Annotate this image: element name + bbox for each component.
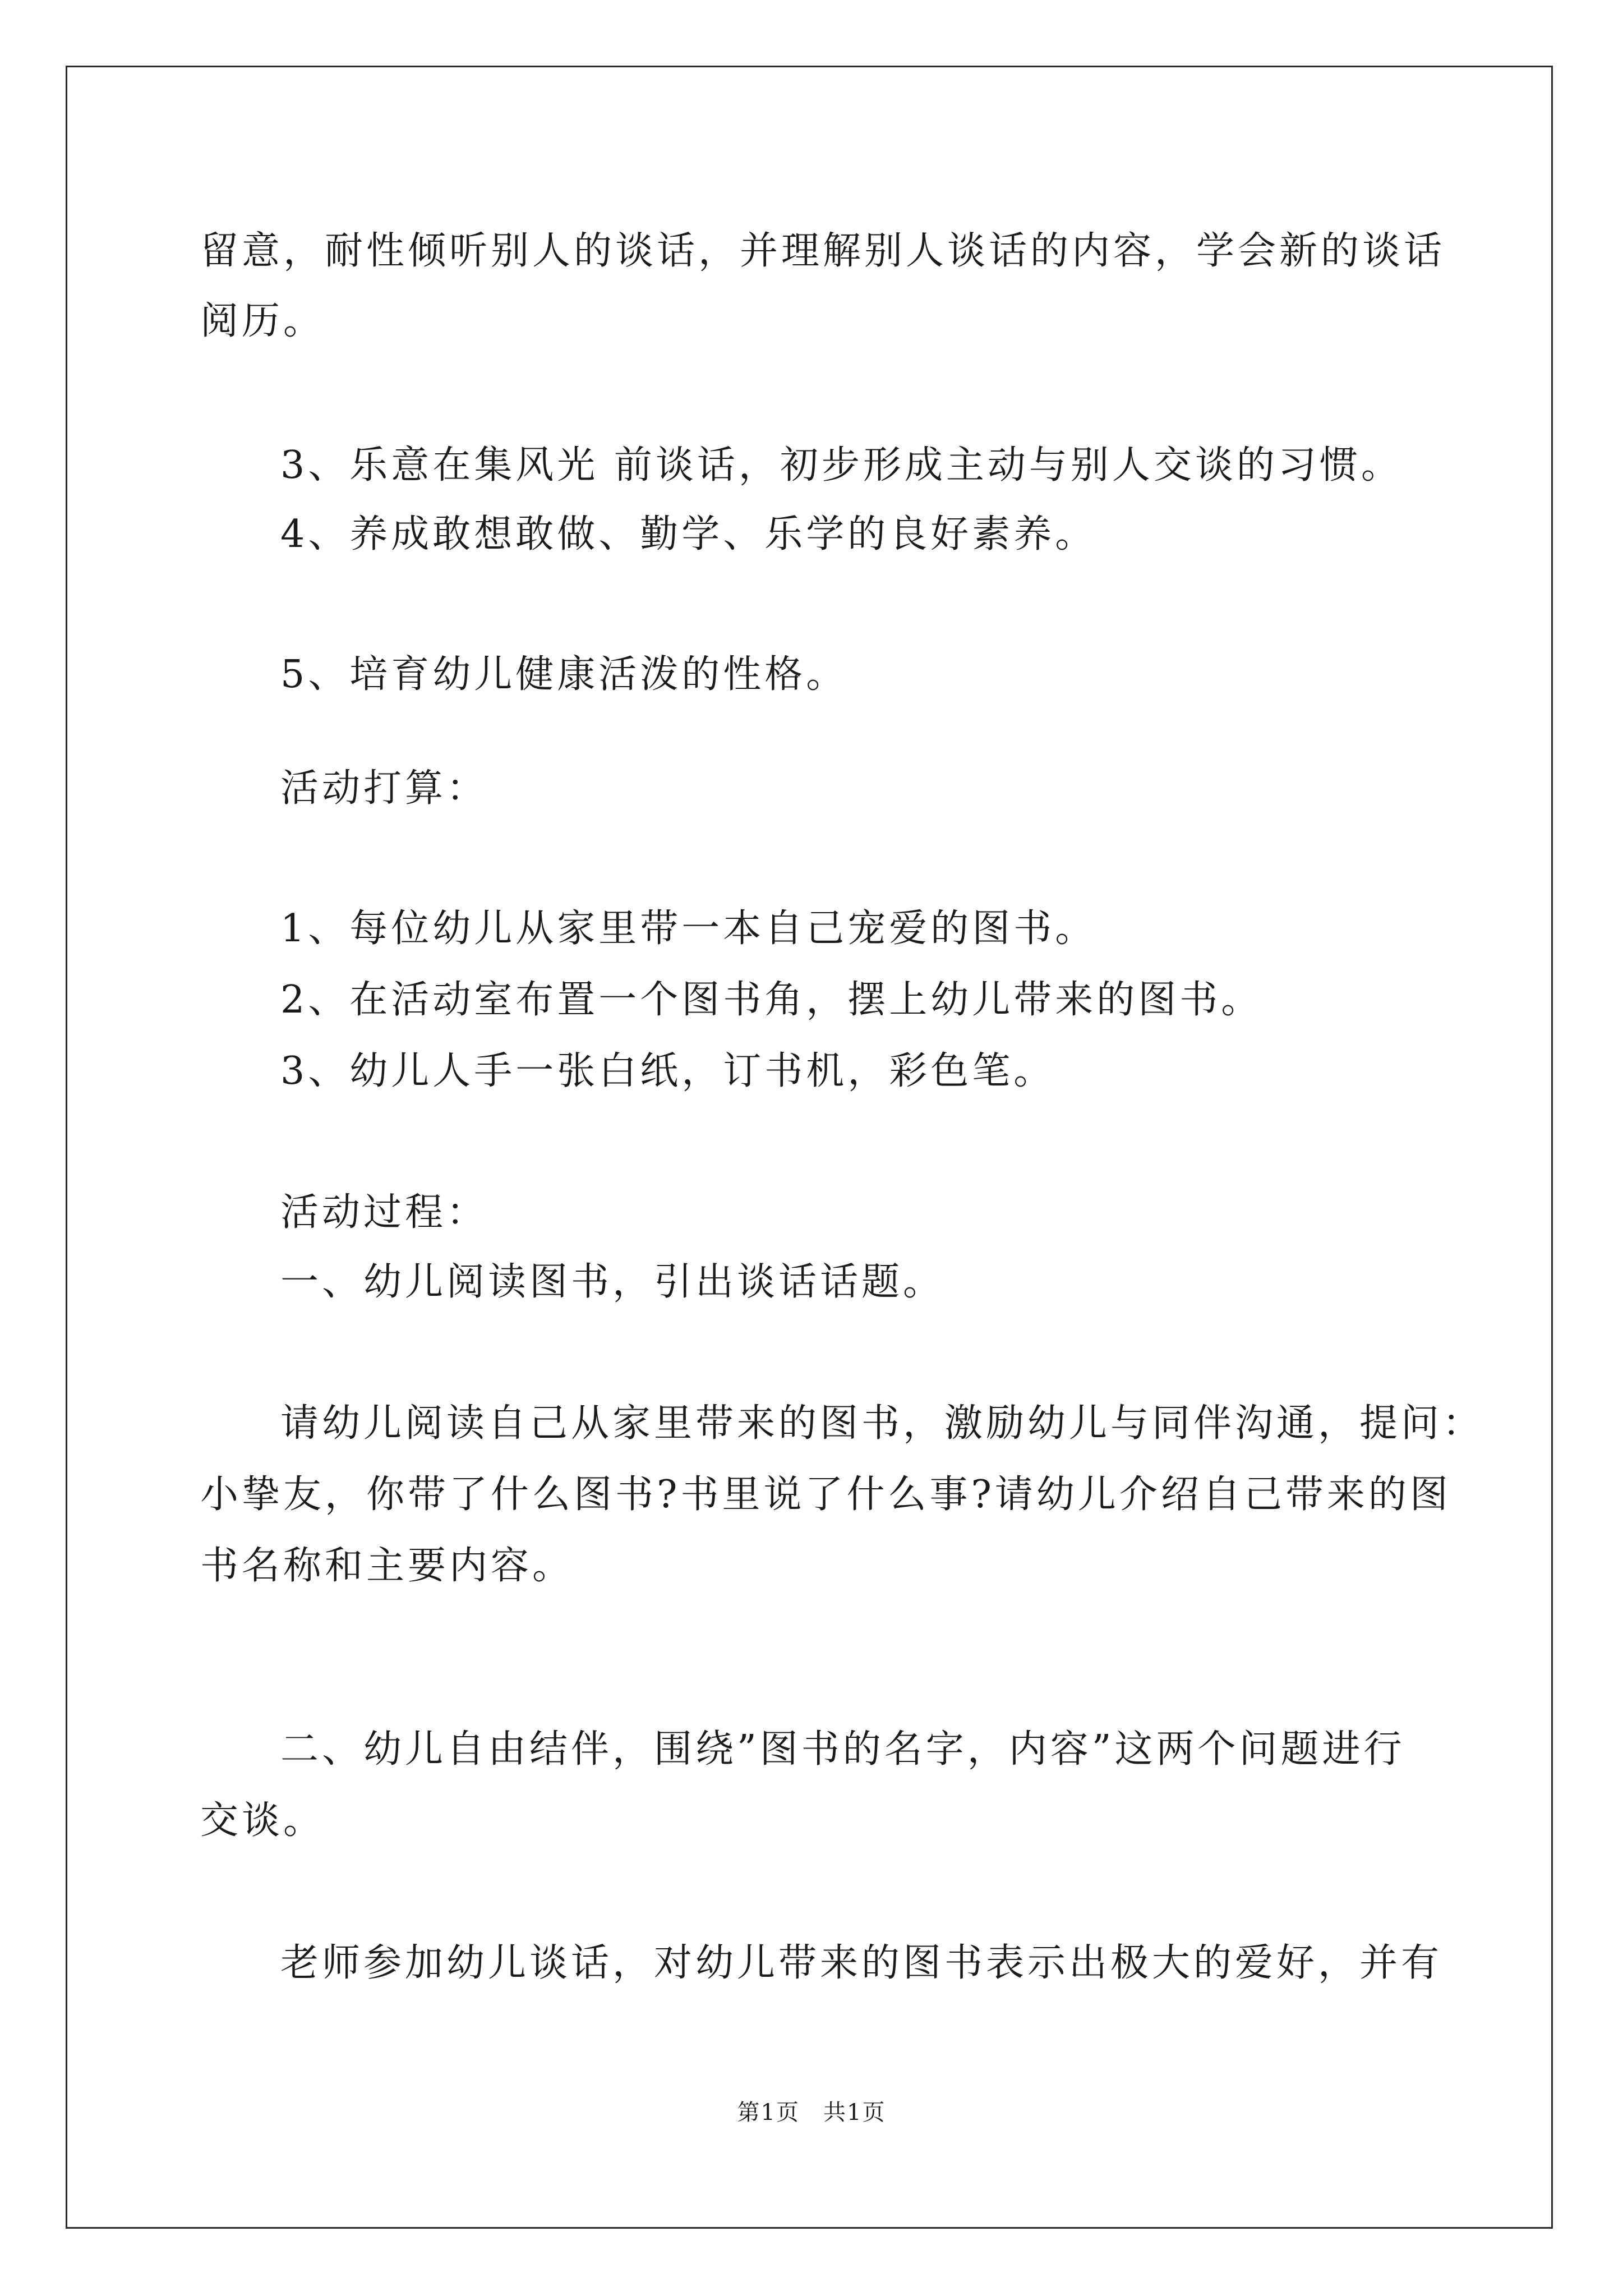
- body-line-4: 4、养成敢想敢做、勤学、乐学的良好素养。: [280, 512, 1097, 556]
- body-line-2: 阅历。: [200, 299, 325, 343]
- body-line-16: 交谈。: [200, 1798, 325, 1843]
- body-line-8: 2、在活动室布置一个图书角，摆上幼儿带来的图书。: [280, 978, 1263, 1022]
- body-line-9: 3、幼儿人手一张白纸，订书机，彩色笔。: [280, 1049, 1055, 1093]
- body-line-15: 二、幼儿自由结伴，围绕”图书的名字，内容”这两个问题进行: [280, 1727, 1405, 1772]
- body-line-5: 5、培育幼儿健康活泼的性格。: [280, 652, 848, 697]
- body-line-6: 活动打算：: [280, 766, 488, 811]
- body-line-1: 留意，耐性倾听别人的谈话，并理解别人谈话的内容，学会新的谈话: [200, 229, 1446, 273]
- body-line-12: 请幼儿阅读自己从家里带来的图书，激励幼儿与同伴沟通，提问：: [280, 1401, 1484, 1446]
- body-line-3: 3、乐意在集风光 前谈话，初步形成主动与别人交谈的习惯。: [280, 443, 1403, 487]
- page-footer: 第1页 共1页: [737, 2100, 886, 2125]
- body-line-10: 活动过程：: [280, 1190, 488, 1235]
- body-line-7: 1、每位幼儿从家里带一本自己宠爱的图书。: [280, 907, 1097, 951]
- body-line-14: 书名称和主要内容。: [200, 1544, 574, 1588]
- body-line-11: 一、幼儿阅读图书，引出谈话话题。: [280, 1260, 945, 1304]
- body-line-13: 小挚友，你带了什么图书?书里说了什么事?请幼儿介绍自己带来的图: [200, 1473, 1451, 1517]
- page-frame: [66, 66, 1553, 2229]
- body-line-17: 老师参加幼儿谈话，对幼儿带来的图书表示出极大的爱好，并有: [280, 1941, 1443, 1985]
